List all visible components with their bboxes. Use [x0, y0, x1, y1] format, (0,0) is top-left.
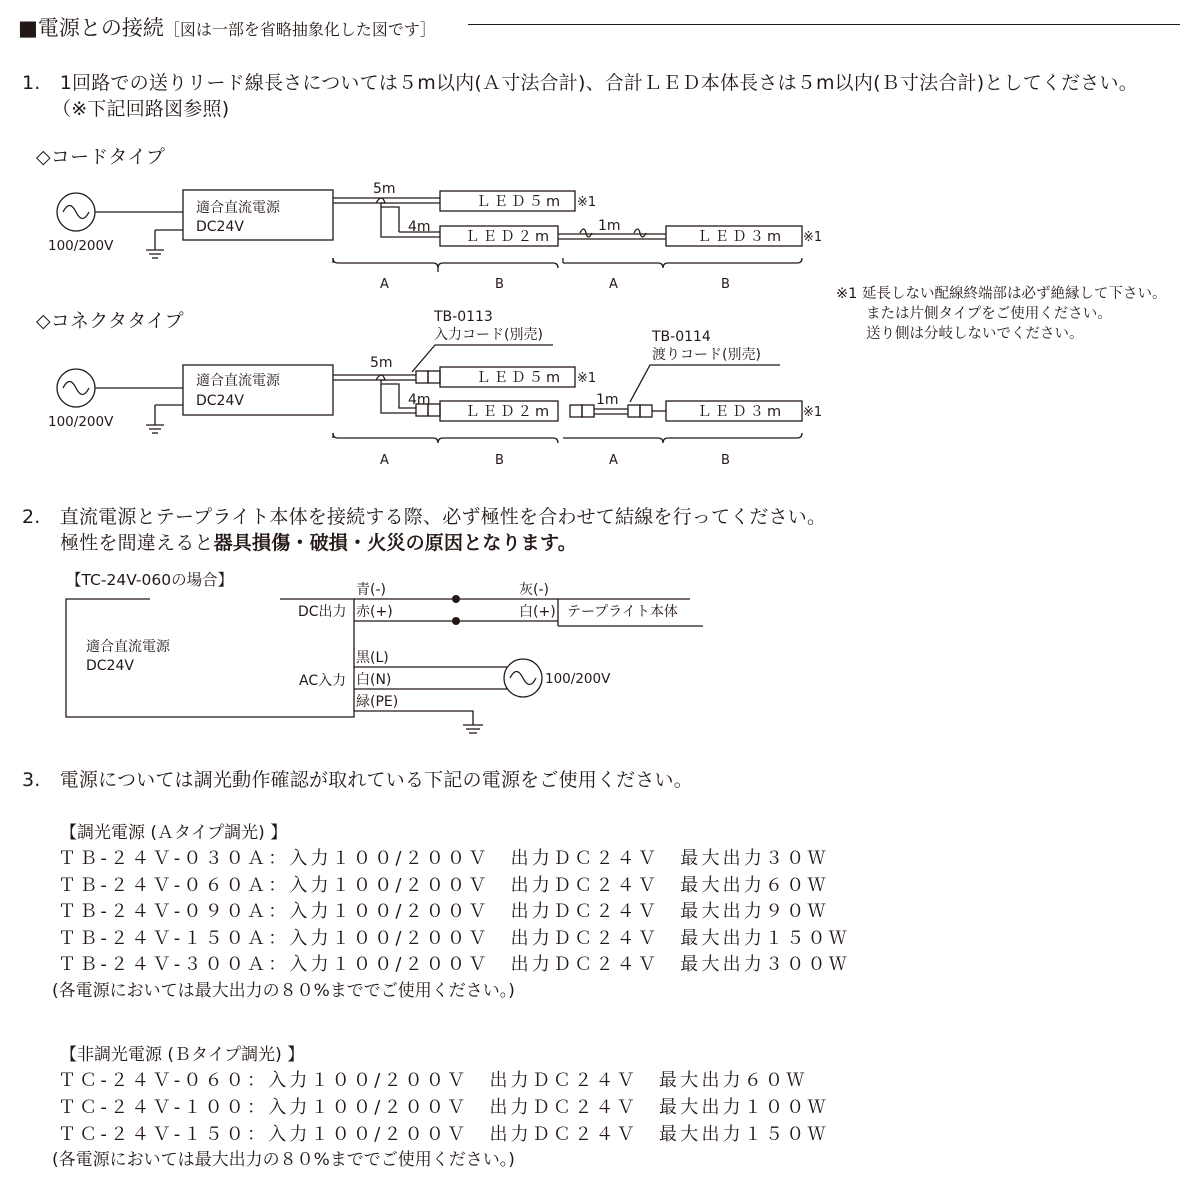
dimming-row: ＴＢ-２４Ｖ-０６０Ａ：入力１００/２００Ｖ 出力ＤＣ２４Ｖ 最大出力６０Ｗ: [58, 875, 829, 896]
nondimming-row: ＴＣ-２４Ｖ-１５０：入力１００/２００Ｖ 出力ＤＣ２４Ｖ 最大出力１５０Ｗ: [58, 1124, 829, 1145]
title-main: ■電源との接続: [18, 16, 164, 40]
connector-icon: [428, 371, 440, 383]
white-positive-label: 白(+): [519, 604, 556, 620]
dimming-heading: 【調光電源 (Ａタイプ調光) 】: [60, 823, 288, 843]
led-3m-label: ＬＥＤ３m: [697, 229, 785, 245]
green-ground-label: 緑(PE): [356, 694, 399, 710]
psu-voltage: DC24V: [86, 658, 134, 674]
dimension-a: A: [380, 277, 389, 292]
led-3m-label: ＬＥＤ３m: [697, 404, 785, 420]
led-5m-label: ＬＥＤ５m: [476, 370, 564, 386]
nondimming-row: ＴＣ-２４Ｖ-１００：入力１００/２００Ｖ 出力ＤＣ２４Ｖ 最大出力１００Ｗ: [58, 1097, 829, 1118]
psu-voltage: DC24V: [196, 219, 244, 235]
dc-output-label: DC出力: [298, 604, 347, 620]
led-5m-label: ＬＥＤ５m: [476, 194, 564, 210]
junction-dot: [452, 617, 460, 625]
splice-icon: [634, 229, 646, 237]
cross-cord-code: TB-0114: [652, 329, 711, 345]
red-positive-label: 赤(+): [356, 604, 393, 620]
ac-wave-icon: [63, 382, 89, 395]
dimension-line: [333, 258, 802, 272]
length-5m: 5m: [370, 355, 393, 371]
dimension-b: B: [495, 453, 504, 468]
blue-negative-label: 青(-): [356, 582, 386, 598]
ac-wave-icon: [510, 672, 536, 685]
input-cord-leader: [412, 345, 553, 372]
length-1m: 1m: [596, 392, 619, 408]
dimming-row: ＴＢ-２４Ｖ-０９０Ａ：入力１００/２００Ｖ 出力ＤＣ２４Ｖ 最大出力９０Ｗ: [58, 901, 829, 922]
input-cord-code: TB-0113: [434, 309, 493, 325]
note-mark: ※1: [577, 195, 597, 210]
note-mark: ※1: [803, 405, 823, 420]
section2-line2-plain: 極性を間違えると: [60, 532, 214, 554]
black-line-label: 黒(L): [356, 650, 389, 666]
dimension-a: A: [609, 277, 618, 292]
section1-line2: （※下記回路図参照): [52, 98, 230, 120]
length-1m: 1m: [598, 218, 621, 234]
connector-icon: [570, 405, 582, 417]
title-sub: ［図は一部を省略抽象化した図です］: [163, 20, 436, 39]
dimension-b: B: [495, 277, 504, 292]
section2-warning: 器具損傷・破損・火災の原因となります。: [213, 532, 577, 554]
connector-type-label: ◇コネクタタイプ: [36, 310, 184, 332]
length-4m: 4m: [408, 219, 431, 235]
ac-voltage: 100/200V: [48, 238, 114, 254]
footnote-line1: ※1 延長しない配線終端部は必ず絶縁して下さい。: [836, 286, 1167, 302]
psu-voltage: DC24V: [196, 393, 244, 409]
length-5m: 5m: [373, 181, 396, 197]
input-cord-name: 入力コード(別売): [434, 327, 543, 343]
nondimming-heading: 【非調光電源 (Ｂタイプ調光) 】: [60, 1045, 305, 1065]
splice-icon: [580, 229, 592, 237]
ground-icon: [146, 405, 183, 433]
dimming-row: ＴＢ-２４Ｖ-１５０Ａ：入力１００/２００Ｖ 出力ＤＣ２４Ｖ 最大出力１５０Ｗ: [58, 928, 850, 949]
length-4m: 4m: [408, 392, 431, 408]
dimming-footnote: (各電源においては最大出力の８０%まででご使用ください。): [52, 981, 515, 1001]
wiring-heading: 【TC-24V-060の場合】: [66, 571, 234, 589]
led-2m-label: ＬＥＤ２m: [465, 229, 553, 245]
white-neutral-label: 白(N): [356, 672, 392, 688]
ground-wire: [354, 711, 473, 725]
connector-icon: [582, 405, 594, 417]
section1-line1: 1. 1回路での送りリード線長さについては５m以内(Ａ寸法合計)、合計ＬＥＤ本体長さは５m以内(Ｂ寸法合計)としてください。: [22, 72, 1138, 94]
dimension-b: B: [721, 453, 730, 468]
note-mark: ※1: [803, 230, 823, 245]
junction-dot: [452, 595, 460, 603]
dimension-a: A: [380, 453, 389, 468]
ac-voltage: 100/200V: [545, 671, 611, 687]
feed-wire-4m-2: [381, 207, 399, 232]
nondimming-footnote: (各電源においては最大出力の８０%まででご使用ください。): [52, 1150, 515, 1170]
ac-input-label: AC入力: [299, 673, 347, 689]
ac-voltage: 100/200V: [48, 414, 114, 430]
grey-negative-label: 灰(-): [519, 582, 549, 598]
footnote-line2: または片側タイプをご使用ください。: [866, 306, 1112, 322]
section2-line1: 2. 直流電源とテープライト本体を接続する際、必ず極性を合わせて結線を行ってください。: [22, 506, 827, 528]
connector-icon: [416, 371, 428, 383]
footnote-line3: 送り側は分岐しないでください。: [866, 326, 1084, 342]
dimension-a: A: [609, 453, 618, 468]
dimension-line: [333, 433, 802, 443]
ground-icon: [463, 725, 483, 733]
cross-cord-name: 渡りコード(別売): [652, 347, 761, 363]
note-mark: ※1: [577, 371, 597, 386]
nondimming-row: ＴＣ-２４Ｖ-０６０：入力１００/２００Ｖ 出力ＤＣ２４Ｖ 最大出力６０Ｗ: [58, 1070, 808, 1091]
psu-label: 適合直流電源: [196, 200, 280, 216]
dimming-row: ＴＢ-２４Ｖ-３００Ａ：入力１００/２００Ｖ 出力ＤＣ２４Ｖ 最大出力３００Ｗ: [58, 954, 850, 975]
ac-wave-icon: [63, 206, 89, 219]
section3-line1: 3. 電源については調光動作確認が取れている下記の電源をご使用ください。: [22, 769, 693, 791]
connector-icon: [628, 405, 640, 417]
psu-label: 適合直流電源: [86, 639, 170, 655]
ground-icon: [146, 230, 183, 258]
dimension-b: B: [721, 277, 730, 292]
connector-icon: [640, 405, 652, 417]
led-2m-label: ＬＥＤ２m: [465, 404, 553, 420]
cross-cord-leader: [630, 365, 780, 402]
psu-label: 適合直流電源: [196, 373, 280, 389]
dimming-row: ＴＢ-２４Ｖ-０３０Ａ：入力１００/２００Ｖ 出力ＤＣ２４Ｖ 最大出力３０Ｗ: [58, 848, 829, 869]
tape-light-label: テープライト本体: [567, 604, 678, 620]
cord-type-label: ◇コードタイプ: [36, 146, 166, 168]
